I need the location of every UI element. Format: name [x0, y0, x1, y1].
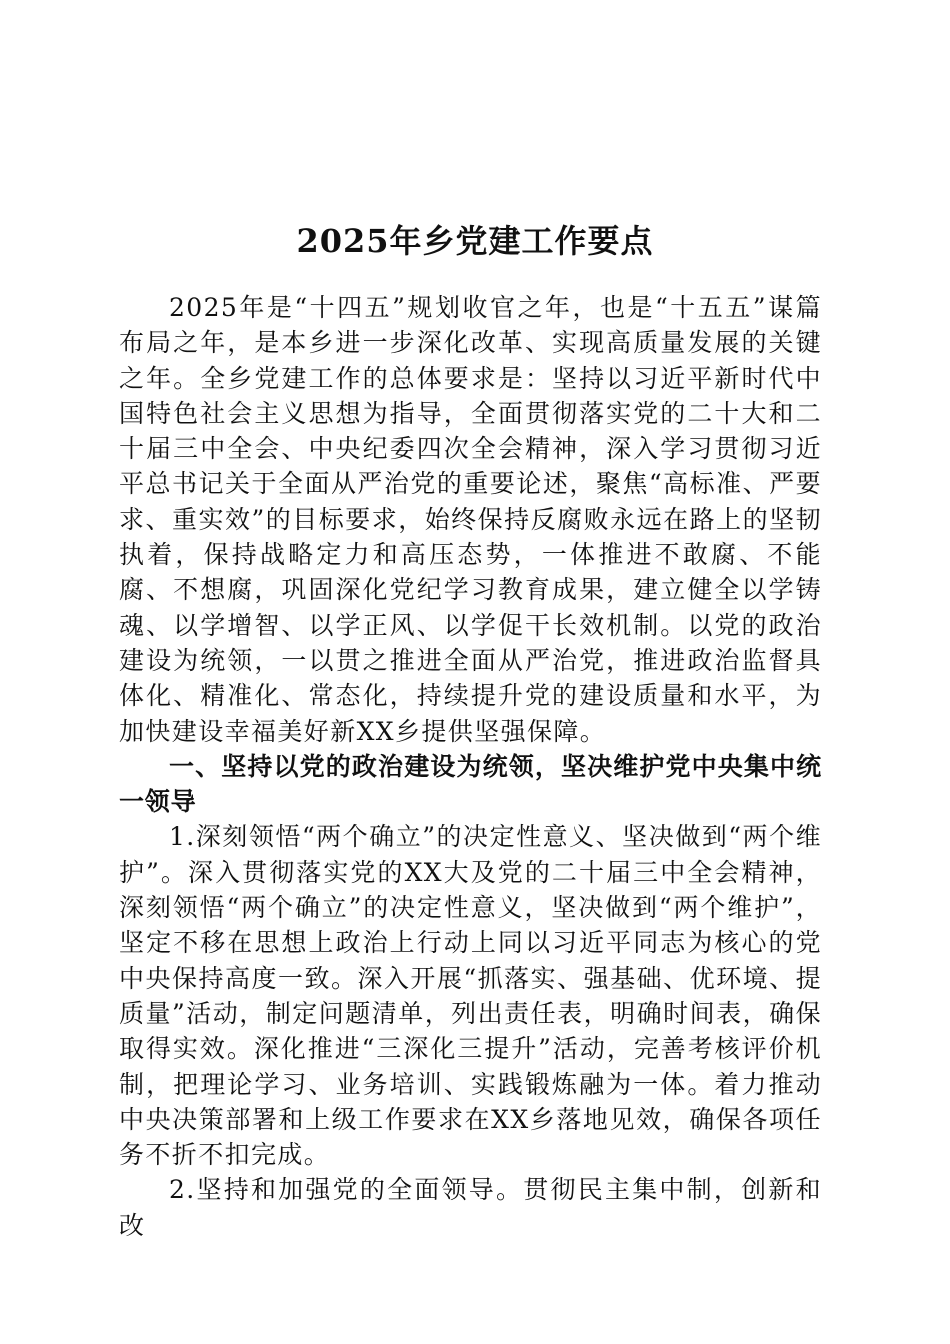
item-paragraph-1: 1.深刻领悟“两个确立”的决定性意义、坚决做到“两个维护”。深入贯彻落实党的XX大及党的二十届三中全会精神，深刻领悟“两个确立”的决定性意义，坚决做到“两个维护”，坚定不移在思想上政治上行动上同以习近平同志为核心的党中央保持高度一致。深入开展“抓落实、强基础、优环境、提质量”活动，制定问题清单，列出责任表，明确时间表，确保取得实效。深化推进“三深化三提升”活动，完善考核评价机制，把理论学习、业务培训、实践锻炼融为一体。着力推动中央决策部署和上级工作要求在XX乡落地见效，确保各项任务不折不扣完成。	[119, 822, 822, 1170]
document-title: 2025年乡党建工作要点	[296, 222, 654, 261]
intro-paragraph: 2025年是“十四五”规划收官之年，也是“十五五”谋篇布局之年，是本乡进一步深化改革、实现高质量发展的关键之年。全乡党建工作的总体要求是：坚持以习近平新时代中国特色社会主义思想为指导，全面贯彻落实党的二十大和二十届三中全会、中央纪委四次全会精神，深入学习贯彻习近平总书记关于全面从严治党的重要论述，聚焦“高标准、严要求、重实效”的目标要求，始终保持反腐败永远在路上的坚韧执着，保持战略定力和高压态势，一体推进不敢腐、不能腐、不想腐，巩固深化党纪学习教育成果，建立健全以学铸魂、以学增智、以学正风、以学促干长效机制。以党的政治建设为统领，一以贯之推进全面从严治党，推进政治监督具体化、精准化、常态化，持续提升党的建设质量和水平，为加快建设幸福美好新XX乡提供坚强保障。	[119, 293, 822, 746]
item-paragraph-2: 2.坚持和加强党的全面领导。贯彻民主集中制，创新和改	[119, 1175, 822, 1240]
document-body	[119, 290, 822, 1243]
section-heading-1: 一、坚持以党的政治建设为统领，坚决维护党中央集中统一领导	[119, 751, 822, 817]
